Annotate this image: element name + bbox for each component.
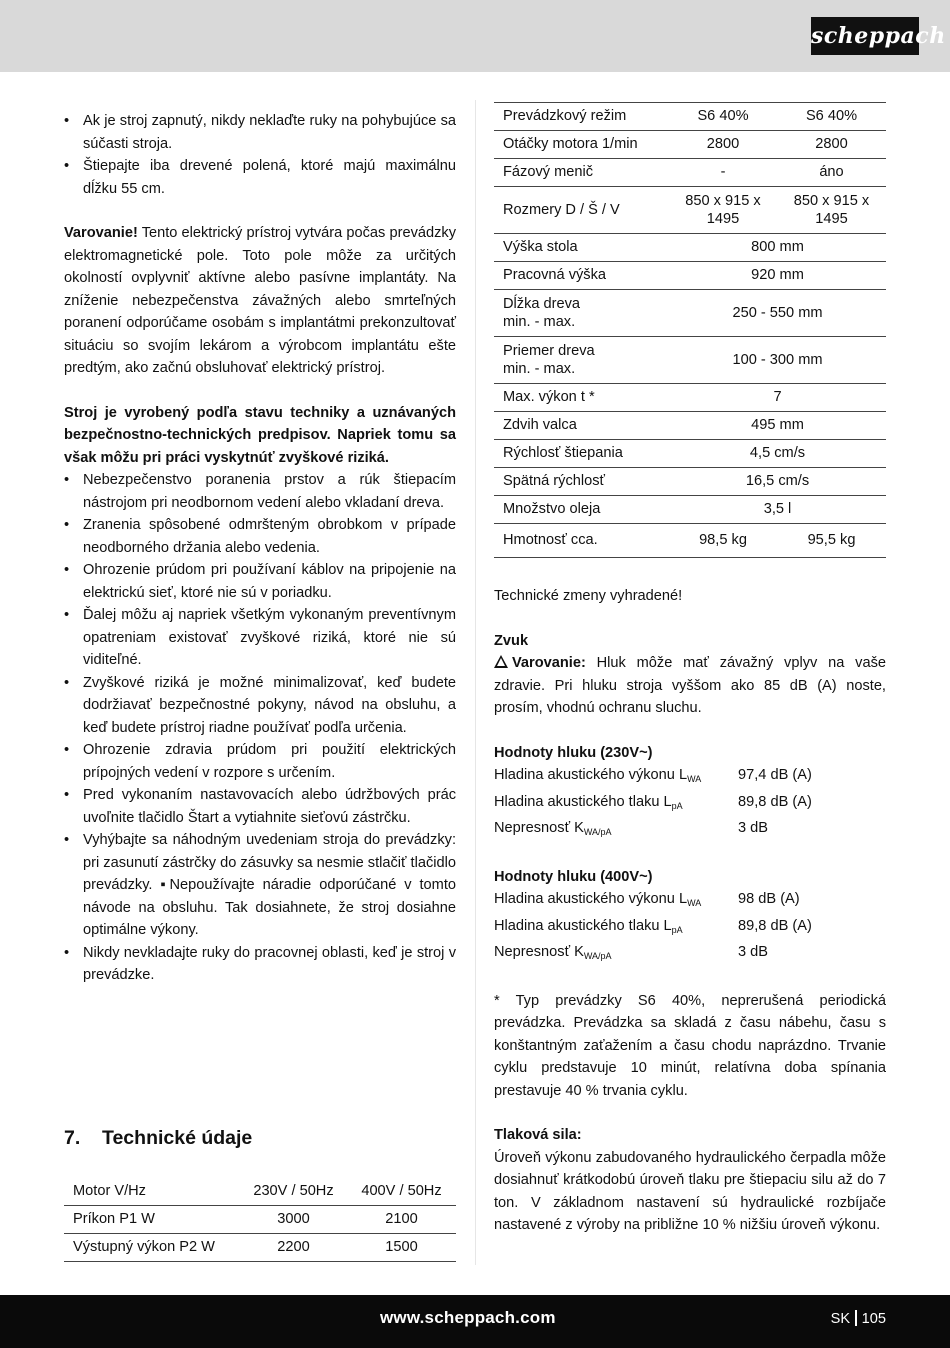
table-cell: 250 - 550 mm (669, 290, 886, 337)
table-cell: 3,5 l (669, 496, 886, 524)
table-cell: 1500 (347, 1233, 456, 1261)
table-row (494, 524, 886, 558)
table-cell: Spätná rýchlosť (494, 468, 669, 496)
table-cell: 495 mm (669, 412, 886, 440)
table-row (494, 187, 886, 234)
table-cell: Pracovná výška (494, 262, 669, 290)
noise-label: Hladina akustického tlaku $L_{pA}$ (494, 793, 683, 811)
table-cell: 920 mm (669, 262, 886, 290)
table-cell: S6 40% (669, 103, 777, 131)
warning-text: Tento elektrický prístroj vytvára počas prevádzky elektromagnetické pole. Toto pole môže za určitých okolností ovplyvniť aktívne alebo pasívne implantáty. Na zníženie nebezpečenstva závažných alebo smrteľných poranení odporúčame osobám s implantátmi prekonzultovať situáciu so svojím lekárom a výrobcom implantátu ešte predtým, ako začnú obsluhovať elektrický prístroj. (64, 225, 456, 376)
list-item: • Štiepajte iba drevené polená, ktoré majú maximálnu dĺžku 55 cm. (64, 155, 456, 200)
noise-label: Nepresnosť $K_{WA/pA}$ (494, 820, 612, 837)
table-cell: Fázový menič (494, 159, 669, 187)
warning-triangle-icon (494, 655, 508, 668)
table-cell: 100 - 300 mm (669, 337, 886, 384)
right-column (494, 585, 886, 1237)
section-number: 7. (64, 1127, 81, 1149)
noise-value: 89,8 dB (A) (738, 917, 812, 934)
list-item: • Pred vykonaním nastavovacích alebo údržbových prác uvoľnite tlačidlo Štart a vytiahnite sieťovú zástrčku. (64, 784, 456, 829)
noise-value: 3 dB (738, 944, 769, 960)
table-cell: - (669, 159, 777, 187)
section-heading (64, 1127, 252, 1150)
list-item: • Nebezpečenstvo poranenia prstov a rúk štiepacím nástrojom pri neodbornom vedení alebo vkladaní dreva. (64, 469, 456, 514)
noise-400-values (494, 888, 886, 968)
table-cell: 2800 (777, 131, 886, 159)
noise-label: Nepresnosť $K_{WA/pA}$ (494, 944, 612, 961)
table-cell: Hmotnosť cca. (494, 524, 669, 558)
safety-bullets-top (64, 110, 456, 200)
table-row (64, 1177, 456, 1205)
table-cell: 2800 (669, 131, 777, 159)
page-number: 105 (861, 1311, 886, 1327)
table-cell: Prevádzkový režim (494, 103, 669, 131)
website-link[interactable]: www.scheppach.com (380, 1308, 556, 1327)
scheppach-logo: scheppach (811, 17, 919, 55)
header-bar (0, 0, 950, 72)
motor-table (64, 1177, 456, 1262)
table-cell: 98,5 kg (669, 524, 777, 558)
section-title: Technické údaje (102, 1127, 253, 1149)
language-code: SK (830, 1311, 851, 1327)
table-cell: Rozmery D / Š / V (494, 187, 669, 234)
emf-warning-paragraph (64, 222, 456, 380)
specification-table (494, 102, 886, 558)
table-row (494, 131, 886, 159)
noise-value: 98 dB (A) (738, 891, 800, 907)
table-cell: Množstvo oleja (494, 496, 669, 524)
residual-risk-heading: Stroj je vyrobený podľa stavu techniky a uznávaných bezpečnostno-technických predpisov. Napriek tomu sa však môžu pri práci vyskytnúť zvyškové riziká. (64, 404, 456, 466)
table-row (494, 337, 886, 384)
list-item: • Nikdy nevkladajte ruky do pracovnej oblasti, keď je stroj v prevádzke. (64, 942, 456, 987)
footer-bar (0, 1295, 950, 1348)
list-item: • Ohrozenie prúdom pri používaní káblov na pripojenie na elektrickú sieť, ktoré nie sú v poriadku. (64, 559, 456, 604)
table-cell: Výška stola (494, 234, 669, 262)
technical-changes-note: Technické zmeny vyhradené! (494, 588, 683, 604)
sound-warning (494, 652, 886, 720)
page-indicator (831, 1310, 886, 1327)
noise-230-values (494, 764, 886, 844)
noise-value: 3 dB (738, 820, 769, 836)
table-row (494, 412, 886, 440)
residual-risk-bullets (64, 469, 456, 987)
table-cell: Výstupný výkon P2 W (64, 1233, 240, 1261)
table-cell: Príkon P1 W (64, 1205, 240, 1233)
table-cell: Dĺžka dreva min. - max. (494, 290, 669, 337)
table-row (494, 159, 886, 187)
table-row (494, 468, 886, 496)
table-cell: Motor V/Hz (64, 1177, 240, 1205)
table-cell: Otáčky motora 1/min (494, 131, 669, 159)
list-item: • Zvyškové riziká je možné minimalizovať, keď budete dodržiavať bezpečnostné pokyny, návod na obsluhu, a keď budete prístroj riadne používať podľa určenia. (64, 672, 456, 740)
pressure-heading: Tlaková sila: (494, 1127, 582, 1143)
sound-heading: Zvuk (494, 632, 529, 649)
noise-label: Hladina akustického výkonu $L_{WA}$ (494, 767, 702, 784)
warning-label: Varovanie! (64, 225, 138, 241)
left-column (64, 110, 456, 987)
table-cell: 4,5 cm/s (669, 440, 886, 468)
table-row (494, 103, 886, 131)
table-cell: 16,5 cm/s (669, 468, 886, 496)
noise-400-heading: Hodnoty hluku (400V~) (494, 868, 653, 885)
column-divider (475, 100, 476, 1265)
noise-label: Hladina akustického výkonu $L_{WA}$ (494, 891, 702, 908)
table-cell: Rýchlosť štiepania (494, 440, 669, 468)
noise-230-heading: Hodnoty hluku (230V~) (494, 744, 653, 761)
table-cell: 850 x 915 x 1495 (669, 187, 777, 234)
table-cell: S6 40% (777, 103, 886, 131)
table-cell: Zdvih valca (494, 412, 669, 440)
list-item: • Zranenia spôsobené odmršteným obrobkom v prípade neodborného držania alebo vedenia. (64, 514, 456, 559)
noise-label: Hladina akustického tlaku $L_{pA}$ (494, 917, 683, 935)
duty-cycle-note: * Typ prevádzky S6 40%, neprerušená periodická prevádzka. Prevádzka sa skladá z času nábehu, času s konštantným zaťažením a času chodu naprázdno. Trvanie cyklu predstavuje 10 minút, relatívna doba spínania prestavuje 40 % trvania cyklu. (494, 992, 886, 1099)
noise-value: 97,4 dB (A) (738, 767, 812, 783)
list-item: • Ďalej môžu aj napriek všetkým vykonaným preventívnym opatreniam existovať zvyškové riziká, ktoré nie sú viditeľné. (64, 604, 456, 672)
table-row (494, 234, 886, 262)
table-cell: áno (777, 159, 886, 187)
table-cell: 7 (669, 384, 886, 412)
table-cell: 800 mm (669, 234, 886, 262)
sound-warning-text: Hluk môže mať závažný vplyv na vaše zdravie. Pri hluku stroja vyššom ako 85 dB (A) noste, prosím, vhodnú ochranu sluchu. (494, 655, 886, 716)
table-cell: 2200 (240, 1233, 347, 1261)
table-row (494, 384, 886, 412)
noise-value: 89,8 dB (A) (738, 793, 812, 810)
table-row (64, 1233, 456, 1261)
table-cell: 230V / 50Hz (240, 1177, 347, 1205)
table-row (64, 1205, 456, 1233)
table-cell: 850 x 915 x 1495 (777, 187, 886, 234)
table-row (494, 290, 886, 337)
table-cell: Priemer dreva min. - max. (494, 337, 669, 384)
table-cell: 3000 (240, 1205, 347, 1233)
list-item: • Ohrozenie zdravia prúdom pri použití elektrických prípojných vedení v rozpore s určením. (64, 739, 456, 784)
pressure-text: Úroveň výkonu zabudovaného hydraulického čerpadla môže dosiahnuť krátkodobú úroveň tlaku pre štiepaciu silu až do 7 ton. V základnom nastavení sú hydraulické rozbíjače nastavené z výroby na približne 10 % nižšiu úroveň výkonu. (494, 1149, 886, 1233)
list-item: • Ak je stroj zapnutý, nikdy neklaďte ruky na pohybujúce sa súčasti stroja. (64, 110, 456, 155)
sound-warning-label: Varovanie: (512, 655, 586, 671)
table-row (494, 496, 886, 524)
table-cell: 400V / 50Hz (347, 1177, 456, 1205)
list-item: • Vyhýbajte sa náhodným uvedeniam stroja do prevádzky: pri zasunutí zástrčky do zásuvky sa nesmie stlačiť tlačidlo prevádzky. ▪Nepoužívajte náradie odporúčané v tomto návode na obsluhu. Tak dosiahnete, že stroj dosiahne optimálne výkony. (64, 829, 456, 942)
table-row (494, 440, 886, 468)
table-row (494, 262, 886, 290)
table-cell: 95,5 kg (777, 524, 886, 558)
table-cell: Max. výkon t * (494, 384, 669, 412)
table-cell: 2100 (347, 1205, 456, 1233)
